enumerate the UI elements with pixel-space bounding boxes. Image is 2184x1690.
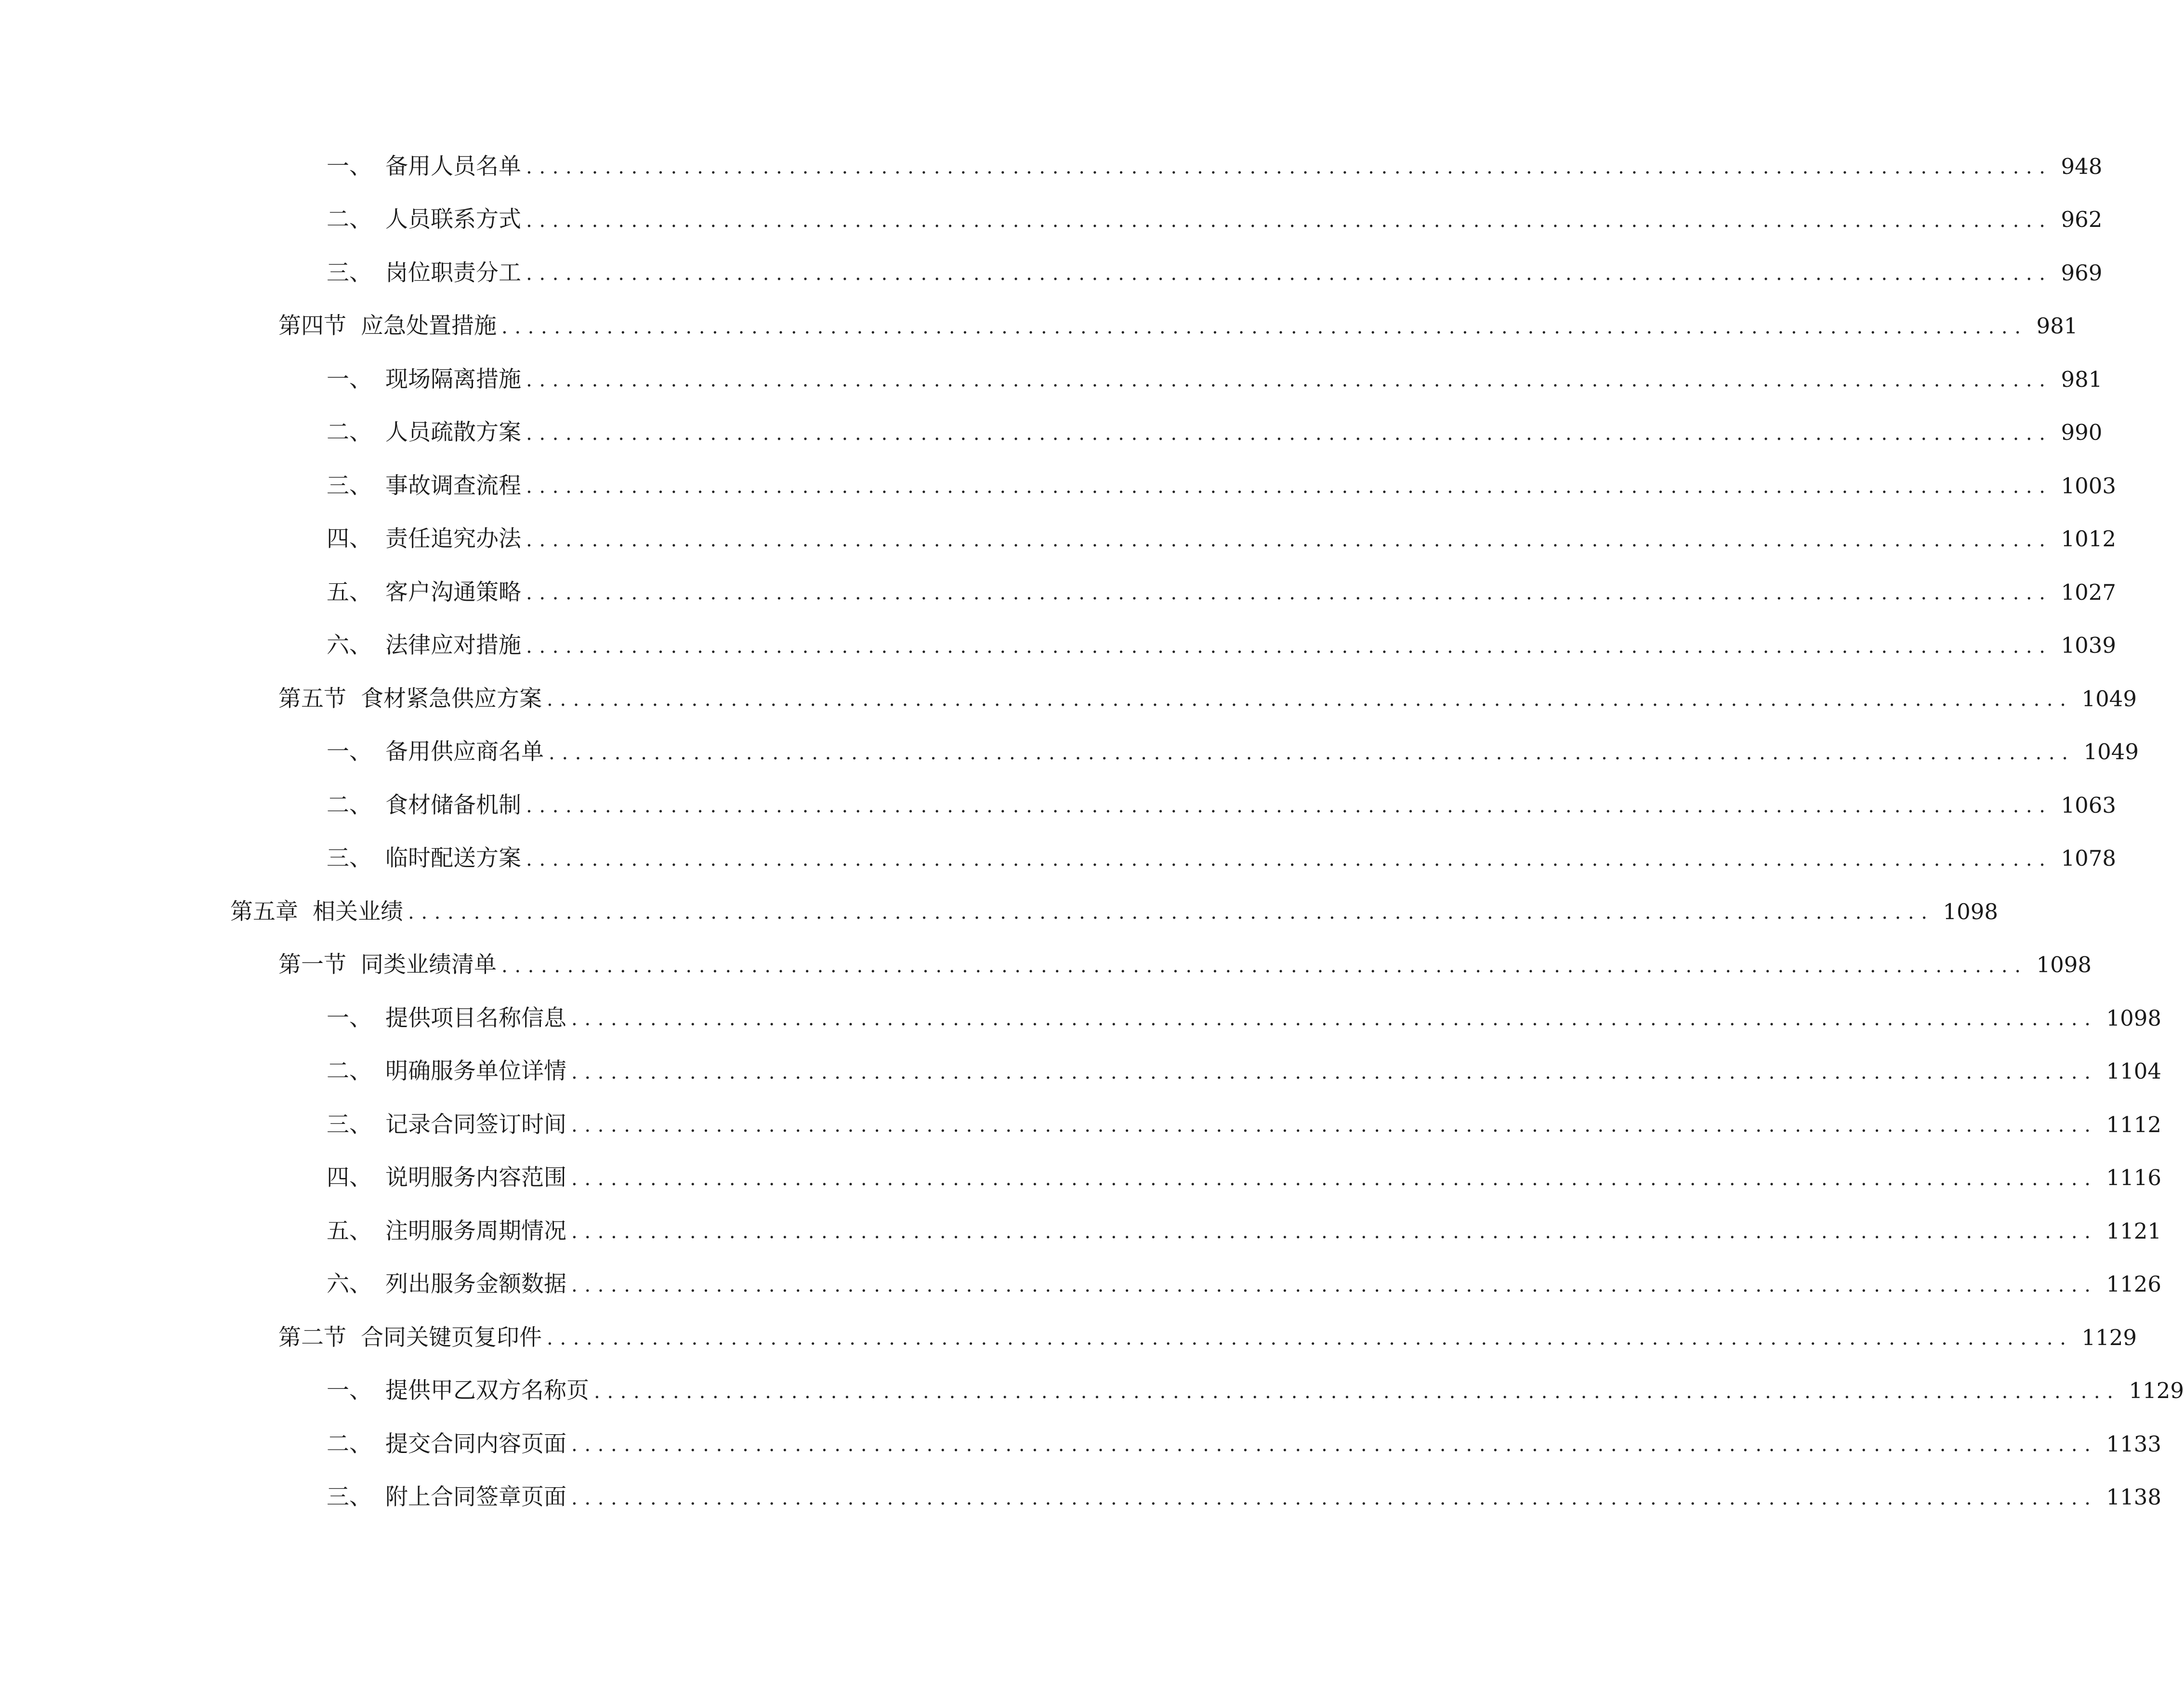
toc-entry[interactable] (0, 406, 2103, 460)
toc-entry-title (327, 1166, 566, 1189)
toc-page-number: 1129 (2129, 1378, 2184, 1404)
toc-entry-title (278, 953, 497, 976)
toc-entry-text: 人员联系方式 (385, 206, 521, 233)
toc-entry[interactable] (0, 1471, 2162, 1524)
toc-page-number: 962 (2061, 207, 2103, 233)
toc-entry-number: 第一节 (278, 951, 346, 978)
toc-entry-number: 二、 (327, 1430, 372, 1457)
toc-page-number: 948 (2061, 153, 2103, 179)
toc-entry-number: 三、 (327, 1484, 372, 1511)
toc-entry[interactable] (0, 726, 2139, 779)
toc-entry[interactable] (0, 619, 2117, 673)
toc-entry-title (278, 687, 542, 710)
toc-dot-leader: .................................................................................................................... (526, 848, 2052, 871)
toc-entry[interactable] (0, 193, 2103, 247)
toc-entry-title (327, 526, 521, 553)
toc-entry[interactable] (0, 300, 2078, 353)
toc-entry-text: 备用人员名单 (385, 153, 521, 180)
toc-entry-title (327, 155, 521, 178)
toc-entry-title (327, 1379, 589, 1402)
toc-entry[interactable] (0, 1311, 2137, 1364)
toc-entry-text: 同类业绩清单 (361, 951, 497, 978)
toc-entry-title (327, 1060, 566, 1083)
toc-dot-leader: .................................................................................................................... (571, 1061, 2098, 1083)
toc-entry-title (327, 472, 521, 499)
toc-entry[interactable] (0, 991, 2162, 1045)
toc-entry[interactable] (0, 938, 2092, 992)
toc-entry-number: 一、 (327, 366, 372, 393)
toc-entry[interactable] (0, 885, 1999, 938)
toc-dot-leader: .................................................................................................................... (526, 475, 2052, 498)
toc-page-number: 1003 (2061, 473, 2117, 499)
toc-entry-text: 说明服务内容范围 (385, 1164, 566, 1191)
toc-entry-title (327, 1113, 566, 1136)
toc-page-number: 1098 (2106, 1005, 2162, 1031)
toc-page-number: 1039 (2061, 633, 2117, 659)
toc-entry-text: 明确服务单位详情 (385, 1058, 566, 1085)
toc-entry[interactable] (0, 566, 2117, 619)
toc-entry-text: 应急处置措施 (361, 313, 497, 340)
toc-entry-title (327, 421, 521, 444)
toc-entry-title (327, 1271, 566, 1298)
toc-dot-leader: .................................................................................................................... (571, 1487, 2098, 1509)
toc-entry-number: 四、 (327, 526, 372, 553)
toc-entry-text: 客户沟通策略 (385, 579, 521, 606)
toc-entry-number: 第五节 (278, 685, 346, 712)
toc-dot-leader: .................................................................................................................... (526, 263, 2052, 285)
toc-dot-leader: .................................................................................................................... (526, 209, 2052, 232)
toc-dot-leader: .................................................................................................................... (408, 901, 1934, 924)
toc-dot-leader: .................................................................................................................... (571, 1274, 2098, 1296)
toc-dot-leader: .................................................................................................................... (526, 635, 2052, 658)
toc-entry-text: 法律应对措施 (385, 632, 521, 659)
toc-entry-number: 一、 (327, 739, 372, 766)
toc-entry-text: 列出服务金额数据 (385, 1271, 566, 1298)
toc-entry-number: 五、 (327, 1217, 372, 1244)
toc-dot-leader: .................................................................................................................... (526, 582, 2052, 605)
toc-page-number: 1126 (2106, 1271, 2162, 1297)
toc-entry-title (327, 634, 521, 657)
toc-entry[interactable] (0, 353, 2103, 406)
toc-entry-number: 一、 (327, 153, 372, 180)
toc-entry-title (327, 794, 521, 817)
toc-entry[interactable] (0, 513, 2117, 566)
toc-dot-leader: .................................................................................................................... (571, 1167, 2098, 1190)
toc-entry-text: 岗位职责分工 (385, 259, 521, 286)
toc-entry[interactable] (0, 1204, 2162, 1258)
toc-page-number: 1049 (2083, 739, 2139, 765)
toc-entry-number: 五、 (327, 579, 372, 606)
toc-page-number: 1104 (2106, 1058, 2162, 1084)
toc-entry[interactable] (0, 779, 2117, 832)
toc-entry[interactable] (0, 246, 2103, 300)
toc-dot-leader: .................................................................................................................... (571, 1008, 2098, 1030)
toc-dot-leader: .................................................................................................................... (571, 1434, 2098, 1456)
toc-page-number: 1138 (2106, 1484, 2162, 1510)
toc-entry-text: 提供甲乙双方名称页 (385, 1377, 589, 1404)
toc-entry-title (327, 208, 521, 231)
toc-dot-leader: .................................................................................................................... (526, 369, 2052, 392)
toc-entry-title (327, 368, 521, 391)
toc-dot-leader: .................................................................................................................... (526, 422, 2052, 445)
toc-dot-leader: .................................................................................................................... (547, 688, 2073, 711)
toc-entry[interactable] (0, 1258, 2162, 1311)
toc-entry-title (327, 1004, 566, 1031)
table-of-contents (0, 140, 2184, 1524)
toc-entry-number: 三、 (327, 259, 372, 286)
toc-page-number: 1133 (2106, 1431, 2162, 1457)
toc-page-number: 981 (2036, 313, 2078, 339)
toc-entry-number: 一、 (327, 1004, 372, 1031)
toc-entry-number: 二、 (327, 792, 372, 819)
toc-page-number: 1027 (2061, 579, 2117, 605)
toc-entry-number: 二、 (327, 419, 372, 446)
toc-entry-title (327, 1484, 566, 1511)
toc-entry-number: 二、 (327, 1058, 372, 1085)
toc-entry-title (278, 1326, 542, 1349)
toc-entry[interactable] (0, 1045, 2162, 1098)
toc-entry-title (230, 900, 403, 923)
toc-dot-leader: .................................................................................................................... (501, 954, 2028, 977)
toc-entry-number: 第五章 (230, 898, 298, 925)
toc-entry-number: 第四节 (278, 313, 346, 340)
toc-page-number: 1098 (1943, 898, 1999, 924)
toc-entry-number: 六、 (327, 1271, 372, 1298)
toc-dot-leader: .................................................................................................................... (549, 741, 2075, 764)
toc-entry-title (278, 313, 497, 340)
toc-entry-text: 注明服务周期情况 (385, 1217, 566, 1244)
toc-entry-number: 六、 (327, 632, 372, 659)
toc-page-number: 1049 (2081, 686, 2137, 712)
toc-entry-title (327, 259, 521, 286)
toc-dot-leader: .................................................................................................................... (526, 528, 2052, 551)
toc-entry[interactable] (0, 1417, 2162, 1471)
toc-entry-text: 临时配送方案 (385, 845, 521, 872)
toc-page-number: 1116 (2106, 1165, 2162, 1191)
toc-dot-leader: .................................................................................................................... (571, 1221, 2098, 1243)
toc-entry-text: 相关业绩 (313, 898, 403, 925)
toc-entry-text: 人员疏散方案 (385, 419, 521, 446)
toc-entry-text: 提交合同内容页面 (385, 1430, 566, 1457)
toc-entry-number: 三、 (327, 1111, 372, 1138)
toc-entry-number: 三、 (327, 472, 372, 499)
toc-page-number: 1129 (2081, 1324, 2137, 1350)
toc-page-number: 1063 (2061, 792, 2117, 818)
toc-entry-text: 食材储备机制 (385, 792, 521, 819)
toc-page-number: 1112 (2106, 1111, 2162, 1137)
toc-entry[interactable] (0, 1151, 2162, 1205)
toc-page-number: 1012 (2061, 526, 2117, 552)
toc-entry-number: 二、 (327, 206, 372, 233)
toc-dot-leader: .................................................................................................................... (594, 1380, 2120, 1403)
toc-page-number: 1098 (2036, 952, 2092, 978)
toc-entry[interactable] (0, 1098, 2162, 1151)
toc-page-number: 1121 (2106, 1218, 2162, 1244)
toc-dot-leader: .................................................................................................................... (526, 156, 2052, 179)
toc-dot-leader: .................................................................................................................... (571, 1114, 2098, 1137)
toc-entry-title (327, 847, 521, 870)
toc-entry-title (327, 581, 521, 604)
toc-entry-number: 一、 (327, 1377, 372, 1404)
toc-entry[interactable] (0, 672, 2137, 726)
toc-entry-text: 事故调查流程 (385, 472, 521, 499)
toc-entry-text: 食材紧急供应方案 (361, 685, 542, 712)
toc-dot-leader: .................................................................................................................... (547, 1327, 2073, 1350)
toc-entry[interactable] (0, 459, 2117, 513)
toc-entry-text: 备用供应商名单 (385, 739, 544, 766)
toc-page-number: 990 (2061, 420, 2103, 446)
toc-entry-text: 现场隔离措施 (385, 366, 521, 393)
toc-dot-leader: .................................................................................................................... (501, 316, 2028, 338)
toc-entry-title (327, 1217, 566, 1244)
toc-entry-number: 第二节 (278, 1324, 346, 1351)
toc-entry-text: 合同关键页复印件 (361, 1324, 542, 1351)
toc-entry[interactable] (0, 140, 2103, 193)
toc-entry-title (327, 739, 544, 766)
toc-entry-title (327, 1430, 566, 1457)
toc-page-number: 981 (2061, 366, 2103, 392)
toc-entry-text: 提供项目名称信息 (385, 1004, 566, 1031)
toc-entry[interactable] (0, 832, 2117, 885)
toc-page-number: 1078 (2061, 845, 2117, 871)
toc-entry-text: 记录合同签订时间 (385, 1111, 566, 1138)
toc-entry-text: 责任追究办法 (385, 526, 521, 553)
toc-entry[interactable] (0, 1364, 2184, 1418)
toc-page-number: 969 (2061, 260, 2103, 286)
toc-entry-number: 三、 (327, 845, 372, 872)
toc-dot-leader: .................................................................................................................... (526, 795, 2052, 818)
toc-entry-text: 附上合同签章页面 (385, 1484, 566, 1511)
toc-entry-number: 四、 (327, 1164, 372, 1191)
